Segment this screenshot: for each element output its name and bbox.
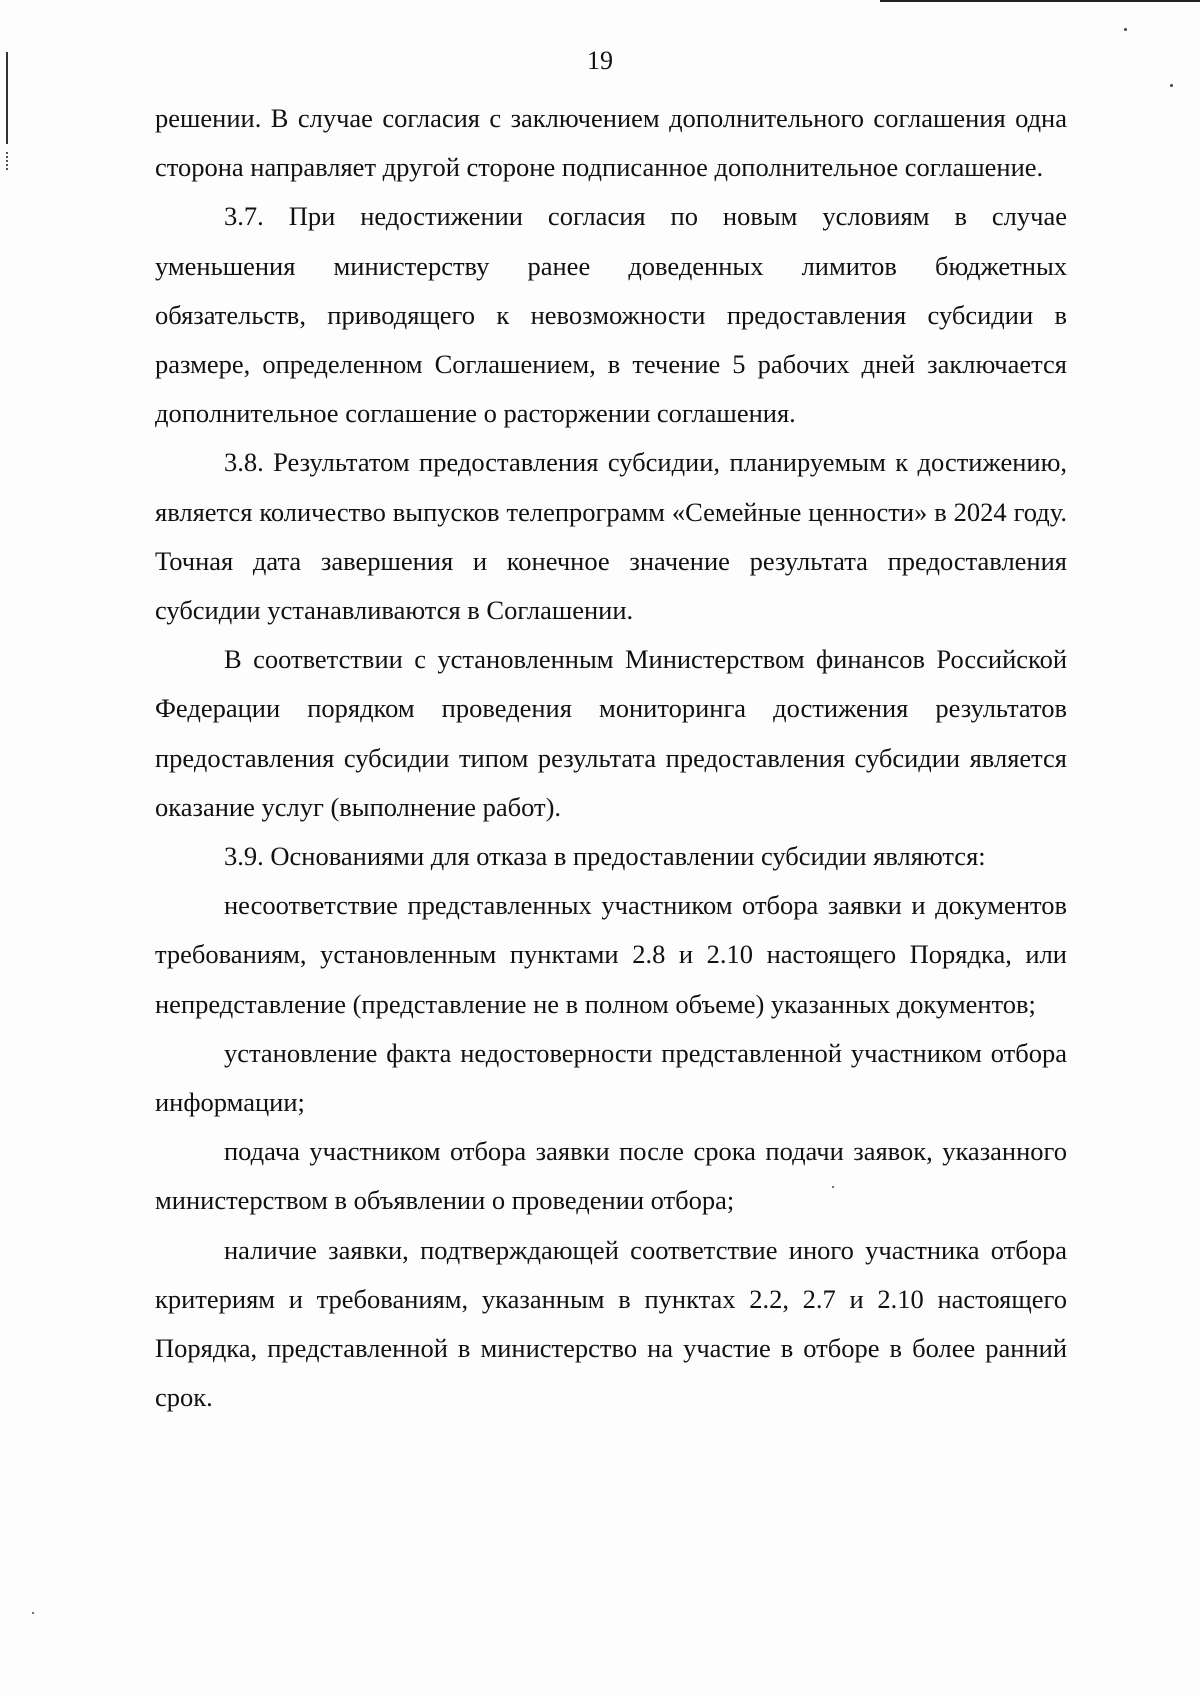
document-body xyxy=(155,94,1067,1422)
scan-speck xyxy=(1170,84,1173,87)
scan-speck xyxy=(1124,28,1127,31)
paragraph-3-8: 3.8. Результатом предоставления субсидии, планируемым к достижению, является количество выпусков телепрограмм «Семейные ценности» в 2024 году. Точная дата завершения и конечное значение результата предоставления субсидии устанавливаются в Соглашении. xyxy=(155,447,1067,626)
refusal-ground-3: подача участником отбора заявки после срока подачи заявок, указанного министерством в объявлении о проведении отбора; xyxy=(155,1136,1067,1216)
scan-left-margin-dots xyxy=(6,152,10,170)
refusal-ground-4: наличие заявки, подтверждающей соответствие иного участника отбора критериям и требованиям, указанным в пунктах 2.2, 2.7 и 2.10 настоящего Порядка, представленной в министерство на участие в отборе в более ранний срок. xyxy=(155,1234,1067,1413)
scan-top-rule xyxy=(880,0,1200,2)
refusal-ground-2: установление факта недостоверности представленной участником отбора информации; xyxy=(155,1037,1067,1118)
refusal-ground-1: несоответствие представленных участником отбора заявки и документов требованиям, установленным пунктами 2.8 и 2.10 настоящего Порядка, или непредставление (представление не в полном объеме) указанных документов; xyxy=(155,890,1067,1019)
paragraph-continuation: решении. В случае согласия с заключением дополнительного соглашения одна сторона направляет другой стороне подписанное дополнительное соглашение. xyxy=(155,103,1067,183)
paragraph-3-7: 3.7. При недостижении согласия по новым условиям в случае уменьшения министерству ранее доведенных лимитов бюджетных обязательств, приводящего к невозможности предоставления субсидии в размере, определенном Соглашением, в течение 5 рабочих дней заключается дополнительное соглашение о расторжении соглашения. xyxy=(155,201,1067,429)
scan-speck xyxy=(32,1612,34,1614)
paragraph-monitoring: В соответствии с установленным Министерством финансов Российской Федерации порядком проведения мониторинга достижения результатов предоставления субсидии типом результата предоставления субсидии является оказание услуг (выполнение работ). xyxy=(155,644,1067,822)
page-number: 19 xyxy=(587,46,613,75)
paragraph-3-9: 3.9. Основаниями для отказа в предоставлении субсидии являются: xyxy=(224,841,986,872)
